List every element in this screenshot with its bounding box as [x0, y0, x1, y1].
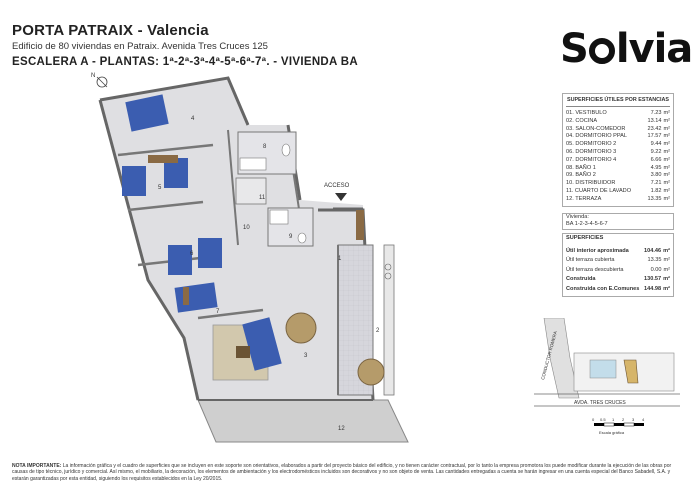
room-value: 3.80 — [650, 172, 662, 179]
summary-row — [566, 266, 670, 276]
room-value: 7.23 — [650, 110, 662, 116]
room-row — [566, 141, 670, 149]
room-unit: m² — [663, 133, 670, 140]
room-row — [566, 180, 670, 188]
summary-row — [566, 285, 670, 295]
room-value: 9.44 — [650, 141, 662, 148]
page-subtitle: Edificio de 80 viviendas en Patraix. Avenida Tres Cruces 125 — [12, 41, 268, 52]
scale-tick-1: 1 — [612, 417, 615, 422]
bed-dorm3a — [168, 245, 192, 275]
room-number-11: 11 — [259, 195, 266, 201]
room-name: 05. DORMITORIO 2 — [566, 141, 617, 148]
kitchen-counter — [384, 245, 394, 395]
bed-dorm2a — [122, 166, 146, 196]
room-number-9: 9 — [289, 234, 293, 240]
room-unit: m² — [663, 117, 670, 124]
room-number-3: 3 — [304, 353, 308, 359]
page-title: PORTA PATRAIX - Valencia — [12, 22, 209, 39]
scale-tick-0: 0 — [592, 417, 595, 422]
room-unit: m² — [663, 164, 670, 171]
summary-name: Construida con E.Comunes — [566, 285, 640, 292]
summary-unit: m² — [663, 247, 670, 254]
room-number-2: 2 — [376, 328, 380, 334]
room-name: 07. DORMITORIO 4 — [566, 156, 617, 163]
room-name: 02. COCINA — [566, 117, 598, 124]
site-map — [534, 318, 680, 438]
summary-value: 144.98 — [644, 285, 662, 292]
room-unit: m² — [663, 125, 670, 132]
room-unit: m² — [663, 172, 670, 179]
room-row — [566, 118, 670, 126]
room-unit: m² — [663, 156, 670, 163]
scale-tick-4: 4 — [642, 417, 645, 422]
room-value: 7.21 — [650, 180, 662, 187]
room-number-5: 5 — [158, 185, 162, 191]
surfaces-panel — [562, 93, 674, 297]
room-value: 9.22 — [650, 148, 662, 155]
room-row — [566, 172, 670, 180]
summary-row — [566, 256, 670, 266]
surfaces-heading: SUPERFICIES ÚTILES POR ESTANCIAS — [566, 96, 670, 107]
room-name: 09. BAÑO 2 — [566, 172, 596, 179]
summary-value: 0.00 — [650, 266, 662, 273]
room-name: 08. BAÑO 1 — [566, 164, 596, 171]
room-row — [566, 110, 670, 118]
room-name: 04. DORMITORIO PPAL — [566, 133, 628, 140]
room-name: 12. TERRAZA — [566, 195, 602, 202]
summary-name: Útil terraza cubierta — [566, 257, 615, 264]
room-value: 13.14 — [647, 117, 662, 124]
room-value: 1.82 — [650, 187, 662, 194]
room-row — [566, 149, 670, 157]
room-value: 4.95 — [650, 164, 662, 171]
room-row — [566, 133, 670, 141]
room-name: 01. VESTIBULO — [566, 110, 607, 116]
pool — [590, 360, 616, 378]
scale-label: Escala gráfica — [599, 430, 625, 435]
summary-unit: m² — [663, 266, 670, 273]
logo-o-ring-icon — [589, 38, 615, 64]
summary-value: 13.35 — [647, 257, 662, 264]
room-row — [566, 188, 670, 196]
summary-unit: m² — [663, 257, 670, 264]
terrace-area — [198, 400, 408, 442]
summary-value: 130.57 — [644, 276, 662, 283]
scale-tick-3: 3 — [632, 417, 635, 422]
room-number-10: 10 — [243, 225, 250, 231]
room-unit: m² — [663, 141, 670, 148]
summary-value: 104.46 — [644, 247, 662, 254]
room-unit: m² — [663, 195, 670, 202]
room-number-8: 8 — [263, 144, 267, 150]
floor-plan — [88, 70, 418, 450]
room-name: 06. DORMITORIO 3 — [566, 148, 617, 155]
room-row — [566, 196, 670, 204]
room-row — [566, 157, 670, 165]
summary-name: Útil terraza descubierta — [566, 266, 624, 273]
solvia-logo: S lvia — [560, 26, 693, 72]
kitchen-table — [358, 359, 384, 385]
scale-tick-0-5: 0.5 — [600, 417, 606, 422]
room-number-7: 7 — [216, 309, 220, 315]
room-name: 10. DISTRIBUIDOR — [566, 180, 616, 187]
room-row — [566, 126, 670, 134]
summary-name: Construida — [566, 276, 596, 283]
scale-tick-2: 2 — [622, 417, 625, 422]
room-unit: m² — [663, 180, 670, 187]
site-street-side: CONDUCTOR ROMERA — [540, 330, 558, 381]
acceso-label: ACCESO — [324, 183, 350, 189]
summary-heading: SUPERFICIES — [566, 235, 604, 242]
room-unit: m² — [663, 110, 670, 116]
site-street-front: AVDA. TRES CRUCES — [574, 400, 626, 406]
room-number-6: 6 — [190, 251, 194, 257]
room-number-4: 4 — [191, 116, 195, 122]
north-label: N — [91, 73, 96, 79]
room-number-1: 1 — [338, 256, 342, 262]
dining-table — [286, 313, 316, 343]
legal-note: NOTA IMPORTANTE: La información gráfica y el cuadro de superficies que se incluyen en este soporte son orientativos, elaborados a partir del proyecto básico del edificio, y no tienen carácter contractual, por lo tanto la empresa promotora los puede modificar durante la ejecución de las obras por causas de tipo técnico, jurídico y comercial. Así mismo, el mobiliario, la decoración, los elementos de ambientación y los electrodomésticos incluidos son decorativos y no son objeto de venta. Las cantidades entregadas a cuenta se harán ingresar en una cuenta especial del Banco Sabadell, S.A. y estarán garantizadas por esta entidad, siguiendo los requisitos establecidos en la Ley 20/2015. — [12, 463, 672, 482]
room-unit: m² — [663, 148, 670, 155]
room-name: 03. SALON-COMEDOR — [566, 125, 626, 132]
vivienda-code: BA 1-2-3-4-5-6-7 — [566, 221, 608, 228]
room-value: 6.66 — [650, 156, 662, 163]
stair-heading: ESCALERA A - PLANTAS: 1ª-2ª-3ª-4ª-5ª-6ª-7ª. - VIVIENDA BA — [12, 56, 358, 68]
summary-name: Útil interior aproximada — [566, 247, 629, 254]
summary-row — [566, 275, 670, 285]
room-number-12: 12 — [338, 426, 345, 432]
wardrobe — [148, 155, 178, 163]
summary-row — [566, 247, 670, 257]
acceso-arrow-icon — [335, 193, 347, 201]
room-value: 23.42 — [647, 125, 662, 132]
summary-unit: m² — [663, 276, 670, 283]
room-value: 17.57 — [647, 133, 662, 140]
bed-dorm3b — [198, 238, 222, 268]
room-name: 11. CUARTO DE LAVADO — [566, 187, 632, 194]
vivienda-label: Vivienda: — [566, 213, 589, 220]
room-unit: m² — [663, 187, 670, 194]
room-value: 13.35 — [647, 195, 662, 202]
coffee-table — [236, 346, 250, 358]
summary-unit: m² — [663, 285, 670, 292]
